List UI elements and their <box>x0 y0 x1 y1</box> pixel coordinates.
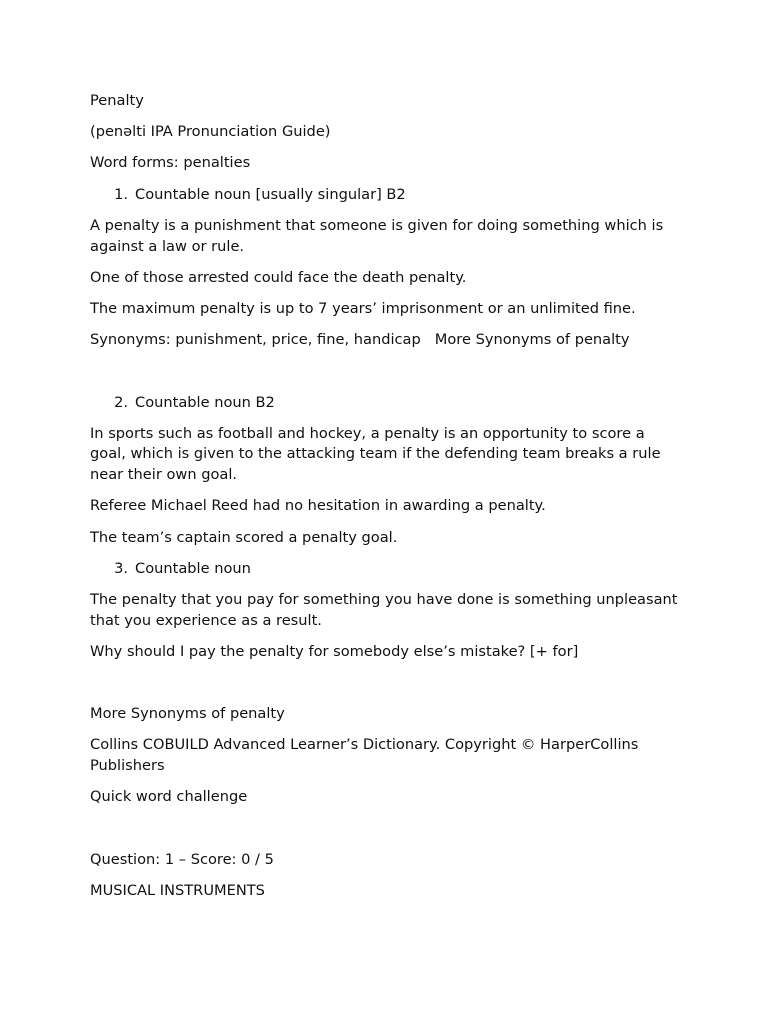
headword: Penalty <box>90 92 144 109</box>
sense-label: Countable noun [usually singular] B2 <box>135 185 406 203</box>
quiz-category: MUSICAL INSTRUMENTS <box>90 881 265 899</box>
more-synonyms-footer-link[interactable]: More Synonyms of penalty <box>90 705 285 723</box>
spacer <box>90 361 680 382</box>
spacer <box>90 819 680 840</box>
sense-2-definition: In sports such as football and hockey, a penalty is an opportunity to score a goal, which is given to the attacking team if the defending team breaks a rule near their own goal. <box>90 424 661 484</box>
sense-1-heading <box>90 185 680 206</box>
pronunciation: (penəlti IPA Pronunciation Guide) <box>90 123 331 141</box>
sense-number: 2. <box>114 393 128 411</box>
sense-1-definition: A penalty is a punishment that someone is given for doing something which is against a law or rule. <box>90 216 664 255</box>
sense-1-example-1: One of those arrested could face the death penalty. <box>90 268 467 286</box>
sense-2-example-1: Referee Michael Reed had no hesitation in awarding a penalty. <box>90 497 546 515</box>
sense-number: 1. <box>114 185 128 203</box>
sense-3-heading <box>90 559 680 580</box>
sense-1-synonyms <box>90 330 680 351</box>
sense-label: Countable noun B2 <box>135 393 275 411</box>
more-synonyms-link[interactable]: More Synonyms of penalty <box>434 331 630 349</box>
sense-2-example-2: The team’s captain scored a penalty goal. <box>90 528 398 546</box>
synonyms-list: Synonyms: punishment, price, fine, handicap <box>90 331 421 349</box>
quick-word-challenge-heading: Quick word challenge <box>90 788 248 806</box>
sense-1-example-2: The maximum penalty is up to 7 years’ imprisonment or an unlimited fine. <box>90 299 636 317</box>
sense-number: 3. <box>114 559 128 577</box>
word-forms: Word forms: penalties <box>90 154 251 172</box>
spacer <box>90 673 680 694</box>
document-body <box>90 91 680 912</box>
sense-label: Countable noun <box>135 559 251 577</box>
copyright-notice: Collins COBUILD Advanced Learner’s Dictionary. Copyright © HarperCollins Publishers <box>90 736 639 775</box>
sense-2-heading <box>90 393 680 414</box>
quiz-question-score: Question: 1 – Score: 0 / 5 <box>90 850 274 868</box>
sense-3-example-1: Why should I pay the penalty for somebody else’s mistake? [+ for] <box>90 642 579 660</box>
sense-3-definition: The penalty that you pay for something you have done is something unpleasant that you experience as a result. <box>90 590 678 629</box>
